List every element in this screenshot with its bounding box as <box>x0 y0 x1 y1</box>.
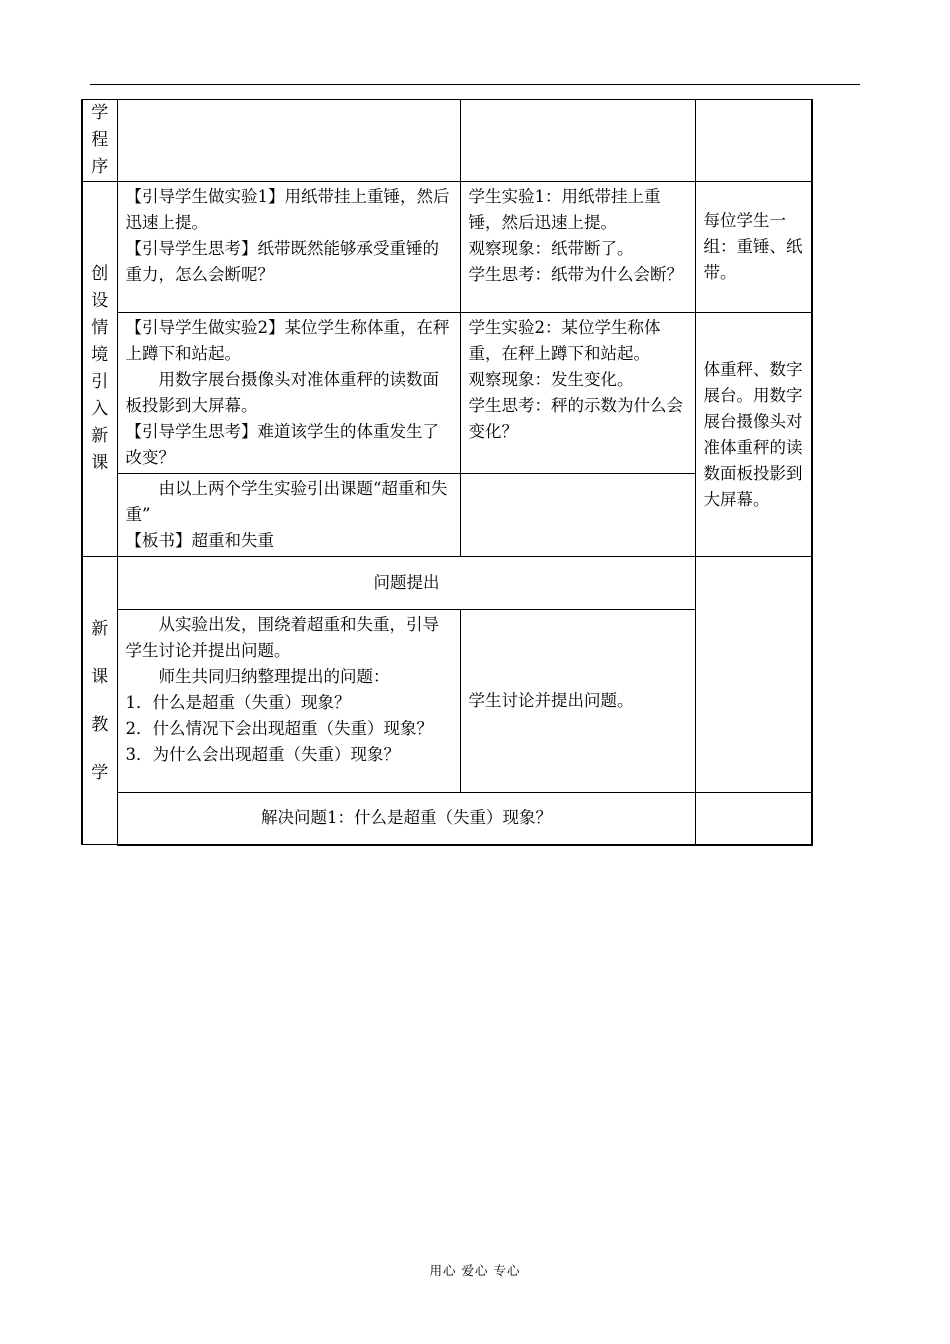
stage-label-intro: 创设情境引入新课 <box>82 182 117 557</box>
empty-cell <box>695 557 812 793</box>
student-activity-cell: 学生实验2：某位学生称体重，在秤上蹲下和站起。 观察现象：发生变化。 学生思考：秤的示数为什么会变化？ <box>460 313 695 474</box>
teacher-activity-cell: 由以上两个学生实验引出课题“超重和失重” 【板书】超重和失重 <box>117 474 460 557</box>
heading-row <box>82 557 812 610</box>
empty-cell <box>695 100 812 182</box>
page-footer: 用心 爱心 专心 <box>429 1263 521 1278</box>
empty-cell <box>460 100 695 182</box>
experiment1-row <box>82 182 812 313</box>
teacher-activity-cell: 【引导学生做实验1】用纸带挂上重锤，然后迅速上提。 【引导学生思考】纸带既然能够承受重锤的重力，怎么会断呢？ <box>117 182 460 313</box>
heading-row <box>82 793 812 845</box>
empty-cell <box>695 793 812 845</box>
section-heading: 问题提出 <box>117 557 695 610</box>
stage-label-new-lesson: 新课教学 <box>82 557 117 845</box>
header-rule <box>90 84 860 85</box>
resource-cell: 体重秤、数字展台。用数字展台摄像头对准体重秤的读数面板投影到大屏幕。 <box>695 313 812 557</box>
header-continuation-row <box>82 100 812 182</box>
empty-cell <box>117 100 460 182</box>
section-heading: 解决问题1：什么是超重（失重）现象？ <box>117 793 695 845</box>
stage-label-continued: 学程序 <box>82 100 117 182</box>
lesson-plan-table <box>81 99 813 846</box>
student-activity-cell: 学生实验1：用纸带挂上重锤，然后迅速上提。 观察现象：纸带断了。 学生思考：纸带为什么会断？ <box>460 182 695 313</box>
resource-cell: 每位学生一组：重锤、纸带。 <box>695 182 812 313</box>
experiment2-row <box>82 313 812 474</box>
student-activity-cell: 学生讨论并提出问题。 <box>460 610 695 793</box>
empty-cell <box>460 474 695 557</box>
teacher-activity-cell: 【引导学生做实验2】某位学生称体重，在秤上蹲下和站起。 用数字展台摄像头对准体重秤的读数面板投影到大屏幕。 【引导学生思考】难道该学生的体重发生了改变？ <box>117 313 460 474</box>
teacher-activity-cell: 从实验出发，围绕着超重和失重，引导学生讨论并提出问题。 师生共同归纳整理提出的问题： 1．什么是超重（失重）现象？ 2．什么情况下会出现超重（失重）现象？ 3．为什么会出现超重（失重）现象？ <box>117 610 460 793</box>
